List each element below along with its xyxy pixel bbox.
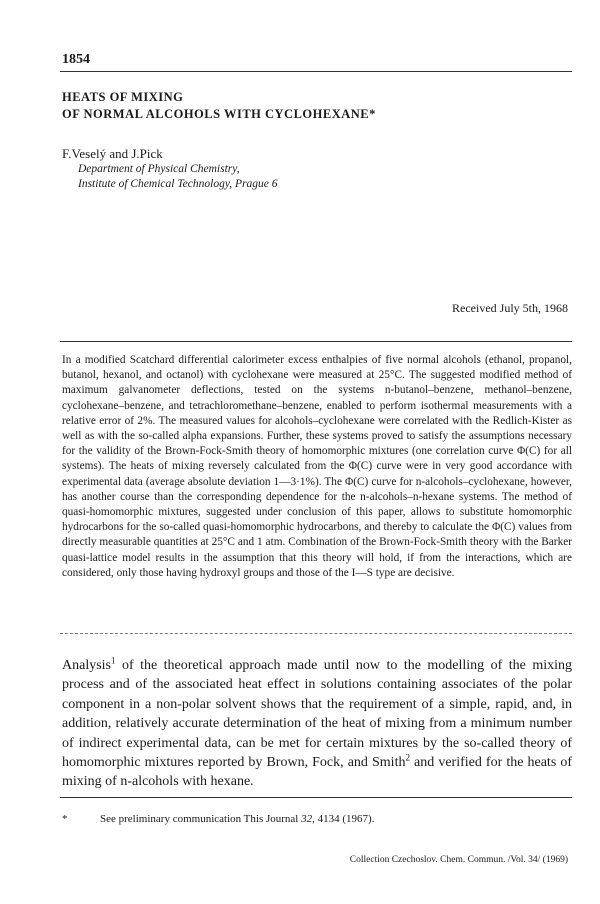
body-text-part2: and verified for the heats of mixing of n-alcohols with hexane. [62,755,572,790]
reference-1: 1 [111,655,116,666]
affiliation-line-1: Department of Physical Chemistry, [78,163,240,175]
affiliation-line-2: Institute of Chemical Technology, Prague 6 [78,178,278,190]
affiliation [78,162,278,192]
article-title [62,89,376,123]
body-word1: Analysis [62,658,111,673]
authors: F.Veselý and J.Pick [62,146,163,161]
header-rule [60,71,572,72]
title-line-1: HEATS OF MIXING [62,90,184,104]
body-text-part1: of the theoretical approach made until now to the modelling of the mixing process and of the associated heat effect in solutions containing associates of the polar component in a non-polar solvent shows that the requirement of a simple, rapid, and, in addition, relatively accurate determination of the heat of mixing from a minimum number of indirect experimental data, can be met for certain mixtures by the so-called theory of homomorphic mixtures reported by Brown, Fock, and Smith [62,658,572,771]
page-number: 1854 [62,52,90,67]
footnote-mark: * [62,813,68,825]
journal-citation: Collection Czechoslov. Chem. Commun. /Vol. 34/ (1969) [349,855,568,865]
footnote-text-before: See preliminary communication This Journal [100,813,302,825]
footnote [62,813,374,825]
body-paragraph [62,656,572,792]
abstract: In a modified Scatchard differential calorimeter excess enthalpies of five normal alcohols (ethanol, propanol, butanol, hexanol, and octanol) with cyclohexane were measured at 25°C. The suggested modified method of maximum galvanometer deflections, tested on the systems n-butanol–benzene, methanol–benzene, cyclohexane–benzene, and tetrachloromethane–benzene, enabled to perform isothermal measurements with a relative error of 2%. The measured values for alcohols–cyclohexane were correlated with the Redlich-Kister as well as with the so-called alpha expansions. Further, these systems proved to satisfy the assumptions necessary for the validity of the Brown-Fock-Smith theory of homomorphic mixtures (one correlation curve Φ(C) for all systems). The heats of mixing reversely calculated from the Φ(C) curve were in very good accordance with experimental data (average absolute deviation 1—3·1%). The Φ(C) curve for n-alcohols–cyclohexane, however, has another course than the corresponding dependence for the n-alcohols–n-hexane systems. The method of quasi-homomorphic mixtures, suggested under conclusion of this paper, allows to substitute homomorphic hydrocarbons for the so-called quasi-homomorphic hydrocarbons, and thereby to calculate the Φ(C) values from directly measurable quantities at 25°C and 1 atm. Combination of the Brown-Fock-Smith theory with the Barker quasi-lattice model results in the assumption that this theory will hold, if from the interactions, which are considered, only those having hydroxyl groups and those of the I—S type are decisive. [62,354,572,579]
received-date: Received July 5th, 1968 [452,301,568,315]
abstract-rule-top [60,341,572,342]
title-line-2: OF NORMAL ALCOHOLS WITH CYCLOHEXANE* [62,107,376,121]
footnote-text-after: , 4134 (1967). [312,813,375,825]
abstract-rule-bottom [60,633,572,634]
footnote-rule [60,797,572,798]
reference-2: 2 [405,752,410,763]
footnote-volume: 32 [301,813,313,825]
